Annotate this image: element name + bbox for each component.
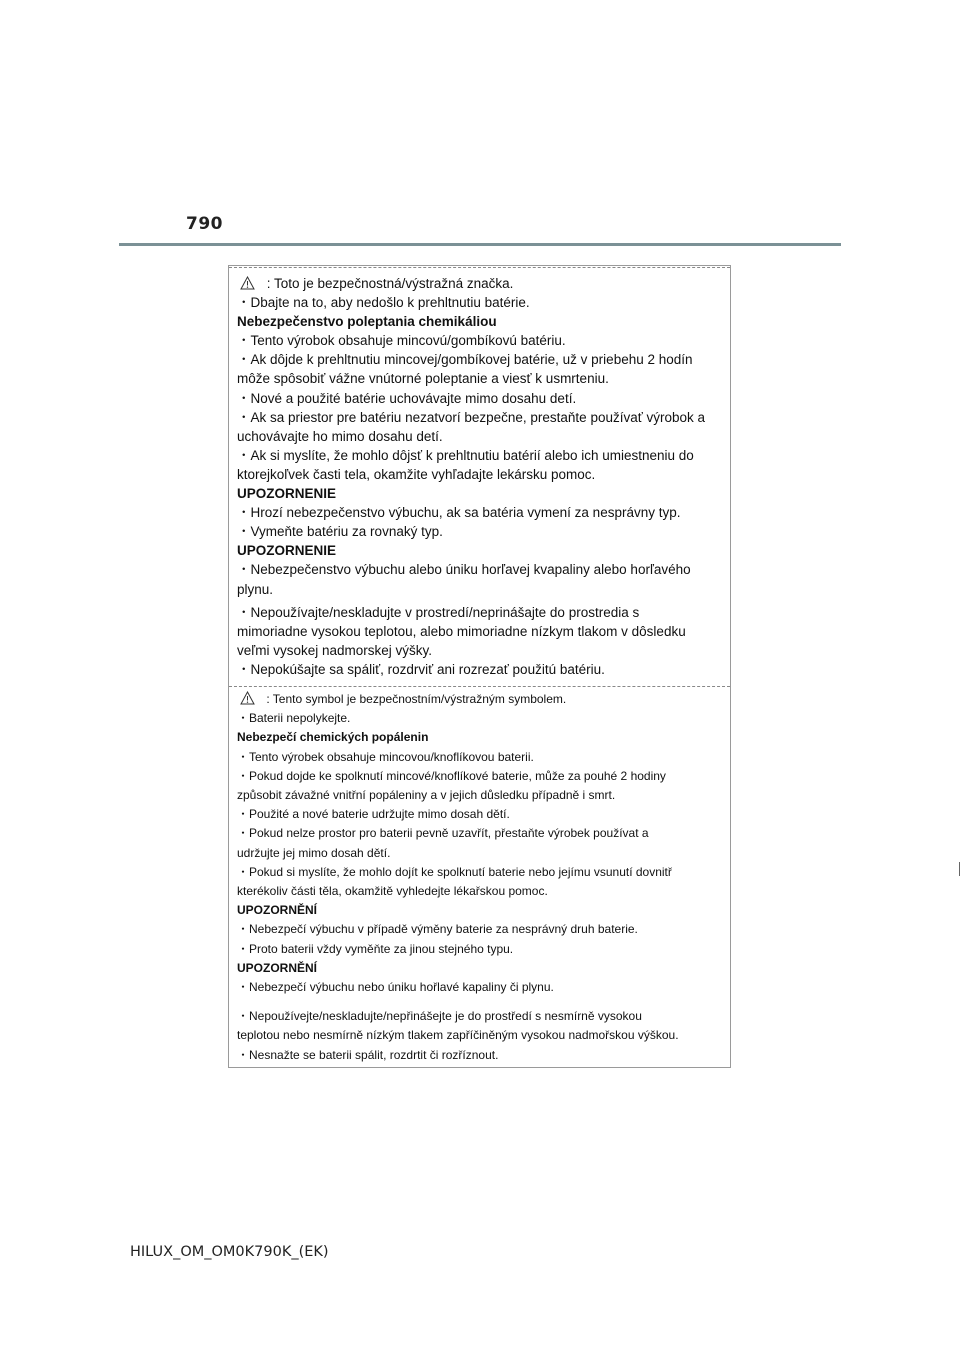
czech-text-lines <box>237 709 724 1065</box>
text-line: ・Pokud nelze prostor pro baterii pevně uzavřít, přestaňte výrobek používat a <box>237 826 649 841</box>
text-line: ・Baterii nepolykejte. <box>237 711 351 726</box>
text-line: ・Tento výrobek obsahuje mincovou/knoflíkovou baterii. <box>237 749 534 764</box>
text-line: ・Nesnažte se baterii spálit, rozdrtit či rozříznout. <box>237 1047 499 1062</box>
warning-symbol-line <box>237 274 724 293</box>
text-line: ・Ak dôjde k prehltnutiu mincovej/gombíkovej batérie, už v priebehu 2 hodín <box>237 352 693 368</box>
text-line: ・Nepokúšajte sa spáliť, rozdrviť ani rozrezať použitú batériu. <box>237 661 605 677</box>
warning-symbol-line <box>237 690 724 709</box>
text-line: ・Tento výrobok obsahuje mincovú/gombíkovú batériu. <box>237 333 566 349</box>
warning-triangle-icon <box>240 276 255 290</box>
text-line: ・Nebezpečenstvo výbuchu alebo úniku horľavej kvapaliny alebo horľavého <box>237 562 691 578</box>
box-top-divider <box>229 267 730 268</box>
slovak-warning-section <box>237 274 724 679</box>
document-footer-code: HILUX_OM_OM0K790K_(EK) <box>130 1244 329 1260</box>
text-line: veľmi vysokej nadmorskej výšky. <box>237 642 432 658</box>
text-line: teplotou nebo nesmírně nízkým tlakem zapříčiněným vysokou nadmořskou výškou. <box>237 1028 679 1043</box>
text-line: mimoriadne vysokou teplotou, alebo mimoriadne nízkym tlakom v dôsledku <box>237 623 686 639</box>
text-line: ・Ak si myslíte, že mohlo dôjsť k prehltnutiu batérií alebo ich umiestneniu do <box>237 447 694 463</box>
text-line: ・Nepoužívajte/neskladujte v prostredí/neprinášajte do prostredia s <box>237 604 640 620</box>
text-line: ・Pokud dojde ke spolknutí mincové/knoflíkové baterie, může za pouhé 2 hodiny <box>237 768 666 783</box>
page-number: 790 <box>186 214 223 234</box>
text-line: ・Proto baterii vždy vyměňte za jinou stejného typu. <box>237 941 514 956</box>
section-heading: UPOZORNENIE <box>237 543 337 559</box>
section-heading: UPOZORNĚNÍ <box>237 960 318 975</box>
section-heading: Nebezpečenstvo poleptania chemikáliou <box>237 314 497 330</box>
text-line: ・Nové a použité batérie uchovávajte mimo dosahu detí. <box>237 390 577 406</box>
text-line: uchovávajte ho mimo dosahu detí. <box>237 428 443 444</box>
text-line: plynu. <box>237 581 274 597</box>
text-line: ・Použité a nové baterie udržujte mimo dosah dětí. <box>237 807 510 822</box>
text-line: ・Nebezpečí výbuchu v případě výměny baterie za nesprávný druh baterie. <box>237 922 638 937</box>
text-line: způsobit závažné vnitřní popáleniny a v jejich důsledku případně i smrt. <box>237 788 616 803</box>
section-heading: Nebezpečí chemických popálenin <box>237 730 429 745</box>
text-line: ・Nebezpečí výbuchu nebo úniku hořlavé kapaliny či plynu. <box>237 980 554 995</box>
slovak-text-lines <box>237 293 724 679</box>
section-divider <box>229 686 730 687</box>
text-line: ・Pokud si myslíte, že mohlo dojít ke spolknutí baterie nebo jejímu vsunutí dovnitř <box>237 864 672 879</box>
warning-box <box>228 265 731 1068</box>
header-rule <box>119 243 841 246</box>
section-heading: UPOZORNĚNÍ <box>237 903 318 918</box>
czech-warning-section <box>237 690 724 1065</box>
text-line: ・Dbajte na to, aby nedošlo k prehltnutiu batérie. <box>237 295 530 311</box>
warning-symbol-text: : Tento symbol je bezpečnostním/výstražným symbolem. <box>263 692 567 706</box>
warning-symbol-text: : Toto je bezpečnostná/výstražná značka. <box>263 276 514 291</box>
text-line: ・Vymeňte batériu za rovnaký typ. <box>237 524 443 540</box>
text-line: kterékoliv části těla, okamžitě vyhledejte lékařskou pomoc. <box>237 884 548 899</box>
text-line: ・Ak sa priestor pre batériu nezatvorí bezpečne, prestaňte používať výrobok a <box>237 409 706 425</box>
paragraph-gap <box>237 997 724 1007</box>
section-heading: UPOZORNENIE <box>237 486 337 502</box>
text-line: ktorejkoľvek časti tela, okamžite vyhľadajte lekársku pomoc. <box>237 466 596 482</box>
warning-triangle-icon <box>240 691 255 705</box>
text-line: môže spôsobiť vážne vnútorné poleptanie a viesť k usmrteniu. <box>237 371 609 387</box>
text-line: udržujte jej mimo dosah dětí. <box>237 845 391 860</box>
text-line: ・Hrozí nebezpečenstvo výbuchu, ak sa batéria vymení za nesprávny typ. <box>237 505 681 521</box>
text-line: ・Nepoužívejte/neskladujte/nepřinášejte je do prostředí s nesmírně vysokou <box>237 1009 642 1024</box>
